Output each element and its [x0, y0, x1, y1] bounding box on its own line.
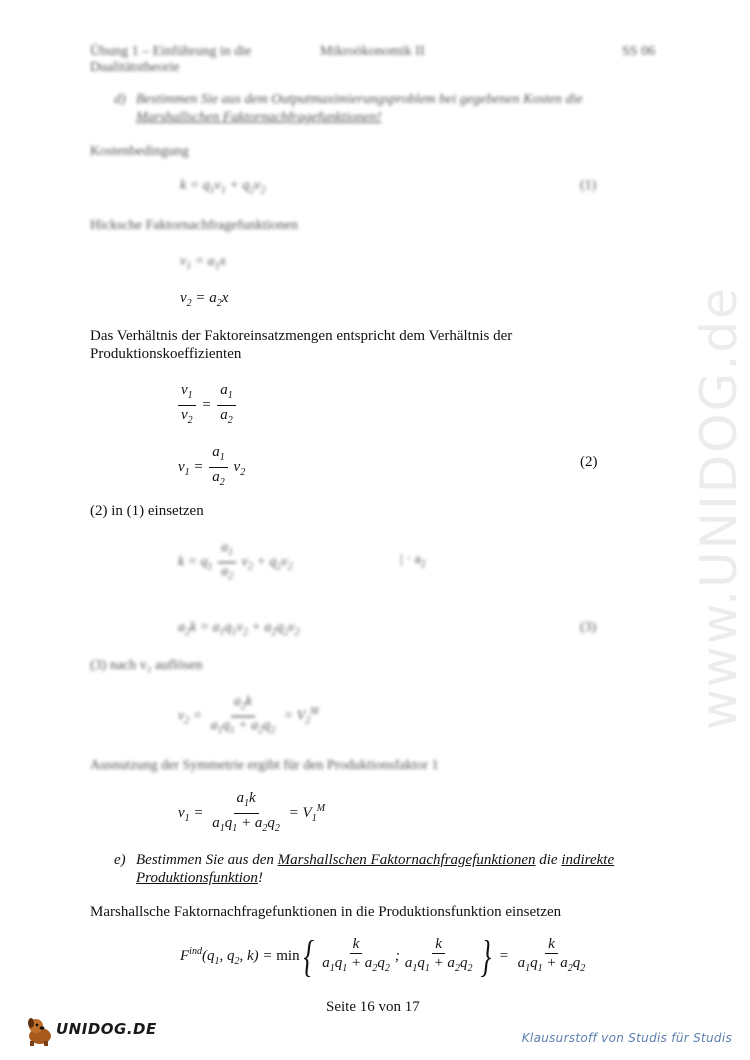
header-center: Mikroökonomik II: [320, 44, 425, 59]
task-d-line1: Bestimmen Sie aus dem Outputmaximierungsproblem bei gegebenen Kosten die: [136, 92, 583, 107]
insert-text: (2) in (1) einsetzen: [90, 503, 204, 519]
header-right: SS 06: [622, 44, 656, 59]
kostenbedingung-heading: Kostenbedingung: [90, 144, 189, 159]
equation-2: $v_1$ = $\frac{a_1}{a_2}$ $v_2$: [178, 444, 246, 488]
ratio-text-line1: Das Verhältnis der Faktoreinsatzmengen entspricht dem Verhältnis der: [90, 328, 513, 344]
equation-3-tag: (3): [580, 620, 597, 635]
equation-v1-marshall: $v_1$ = $\frac{a_1k}{a_1q_1 + a_2q_2}$ = $V_1^M$: [178, 790, 326, 834]
unidog-logo[interactable]: [24, 1014, 157, 1048]
task-e-line2: [136, 870, 263, 887]
task-e-line1: [136, 852, 614, 869]
task-d-line2: Marshallschen Faktornachfragefunktionen!: [136, 110, 382, 125]
symmetry-text: Ausnutzung der Symmetrie ergibt für den Produktionsfaktor 1: [90, 758, 439, 773]
marshall-text: Marshallsche Faktornachfragefunktionen in die Produktionsfunktion einsetzen: [90, 904, 562, 920]
equation-3: $a_2k = a_1q_1v_2 + a_2q_2v_2$: [178, 620, 300, 638]
task-e-link-indirekte: indirekte: [561, 852, 615, 868]
ratio-text-line2: Produktionskoeffizienten: [90, 346, 242, 362]
task-e-link-marshall: Marshallschen Faktornachfragefunktionen: [277, 852, 536, 868]
page-number: Seite 16 von 17: [326, 999, 420, 1015]
header-left: [90, 44, 251, 76]
solve-text: (3) nach v₂ auflösen: [90, 658, 203, 673]
task-e-label: e): [114, 852, 126, 868]
equation-1-tag: (1): [580, 178, 597, 193]
equation-ratio: $\frac{v_1}{v_2}$ = $\frac{a_1}{a_2}$: [176, 382, 238, 429]
equation-v2-hicks: $v_2 = a_2x$: [180, 290, 229, 309]
logo-text: UNIDOG.DE: [56, 1020, 157, 1038]
header-left-line2: Dualitätstheorie: [90, 60, 180, 75]
task-e-part1: Bestimmen Sie aus den: [136, 852, 278, 868]
header-left-line1: Übung 1 – Einführung in die: [90, 44, 252, 59]
hicks-heading: Hicksche Faktornachfragefunktionen: [90, 218, 298, 233]
dog-icon: [24, 1014, 58, 1048]
equation-v2-marshall: $v_2$ = $\frac{a_2k}{a_1q_1 + a_2q_2}$ = $V_2^M$: [178, 694, 319, 736]
task-e-line2-end: !: [257, 870, 263, 886]
equation-substituted: $k = q_1$ $\frac{a_1}{a_2}$ $v_2 + q_2v_2$: [178, 540, 293, 582]
equation-2-tag: (2): [580, 454, 598, 470]
task-d-label: d): [114, 92, 126, 107]
unidog-watermark: www.UNIDOG.de: [690, 286, 748, 730]
footer-tagline: Klausurstoff von Studis für Studis: [521, 1031, 732, 1045]
equation-1: $k = q_1v_1 + q_2v_2$: [180, 178, 266, 196]
task-e-part3: die: [535, 852, 562, 868]
task-e-link-produktionsfunktion: Produktionsfunktion: [136, 870, 258, 886]
multiply-note: | · $a_2$: [400, 552, 426, 570]
equation-v1-hicks: $v_1 = a_1x$: [180, 254, 226, 272]
equation-indirect-production: $F^{ind}(q_1$, $q_2$, k) = min{ $\frac{k}{a_1q_1 + a_2q_2}$ ; $\frac{k}{a_1q_1 + a_2q_2}$ } = $\frac{k}{a_1q_1 + a_2q_2}$: [180, 931, 586, 981]
